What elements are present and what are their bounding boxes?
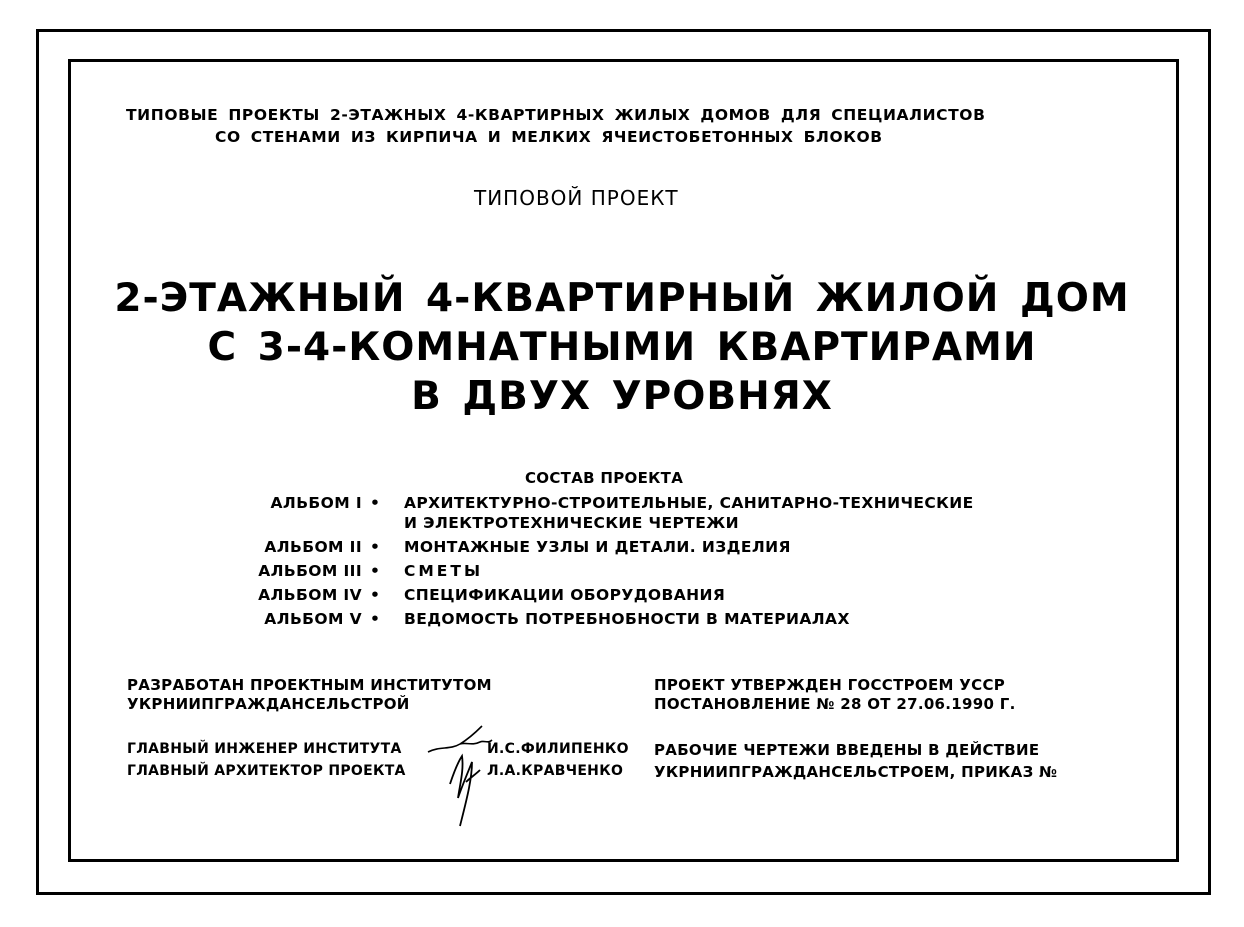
album-name: АЛЬБОМ V — [264, 610, 362, 628]
album-bullet: • — [370, 610, 381, 628]
album-desc: ВЕДОМОСТЬ ПОТРЕБНОБНОСТИ В МАТЕРИАЛАХ — [404, 610, 850, 628]
project-type: ТИПОВОЙ ПРОЕКТ — [474, 186, 679, 210]
title-line-2: С 3-4-КОМНАТНЫМИ КВАРТИРАМИ — [207, 325, 1037, 370]
album-desc: СПЕЦИФИКАЦИИ ОБОРУДОВАНИЯ — [404, 586, 726, 604]
enactment-line-2: УКРНИИПГРАЖДАНСЕЛЬСТРОЕМ, ПРИКАЗ № — [654, 763, 1058, 781]
album-bullet: • — [370, 538, 381, 556]
album-name: АЛЬБОМ II — [264, 538, 362, 556]
album-name: АЛЬБОМ III — [258, 562, 362, 580]
album-desc-cont: И ЭЛЕКТРОТЕХНИЧЕСКИЕ ЧЕРТЕЖИ — [404, 514, 739, 532]
approval-line-2: ПОСТАНОВЛЕНИЕ № 28 ОТ 27.06.1990 Г. — [654, 695, 1016, 713]
album-bullet: • — [370, 494, 381, 512]
title-line-1: 2-ЭТАЖНЫЙ 4-КВАРТИРНЫЙ ЖИЛОЙ ДОМ — [114, 276, 1130, 321]
album-name: АЛЬБОМ I — [270, 494, 362, 512]
album-bullet: • — [370, 562, 381, 580]
signatory-name: Л.А.КРАВЧЕНКО — [487, 763, 624, 779]
enactment-line-1: РАБОЧИЕ ЧЕРТЕЖИ ВВЕДЕНЫ В ДЕЙСТВИЕ — [654, 741, 1040, 759]
album-name: АЛЬБОМ IV — [258, 586, 362, 604]
signatory-role: ГЛАВНЫЙ ИНЖЕНЕР ИНСТИТУТА — [127, 741, 402, 757]
album-desc: АРХИТЕКТУРНО-СТРОИТЕЛЬНЫЕ, САНИТАРНО-ТЕХНИЧЕСКИЕ — [404, 494, 974, 512]
signatory-name: И.С.ФИЛИПЕНКО — [487, 741, 629, 757]
album-desc: СМЕТЫ — [404, 562, 484, 580]
developer-line-1: РАЗРАБОТАН ПРОЕКТНЫМ ИНСТИТУТОМ — [127, 676, 492, 694]
album-bullet: • — [370, 586, 381, 604]
signatory-role: ГЛАВНЫЙ АРХИТЕКТОР ПРОЕКТА — [127, 763, 406, 779]
series-line-2: СО СТЕНАМИ ИЗ КИРПИЧА И МЕЛКИХ ЯЧЕИСТОБЕТОННЫХ БЛОКОВ — [215, 128, 883, 146]
title-line-3: В ДВУХ УРОВНЯХ — [411, 374, 833, 419]
album-desc: МОНТАЖНЫЕ УЗЛЫ И ДЕТАЛИ. ИЗДЕЛИЯ — [404, 538, 791, 556]
approval-line-1: ПРОЕКТ УТВЕРЖДЕН ГОССТРОЕМ УССР — [654, 676, 1006, 694]
handwritten-signature — [420, 722, 500, 832]
series-line-1: ТИПОВЫЕ ПРОЕКТЫ 2-ЭТАЖНЫХ 4-КВАРТИРНЫХ ЖИЛЫХ ДОМОВ ДЛЯ СПЕЦИАЛИСТОВ — [126, 106, 986, 124]
composition-heading: СОСТАВ ПРОЕКТА — [525, 469, 684, 487]
developer-line-2: УКРНИИПГРАЖДАНСЕЛЬСТРОЙ — [127, 695, 410, 713]
